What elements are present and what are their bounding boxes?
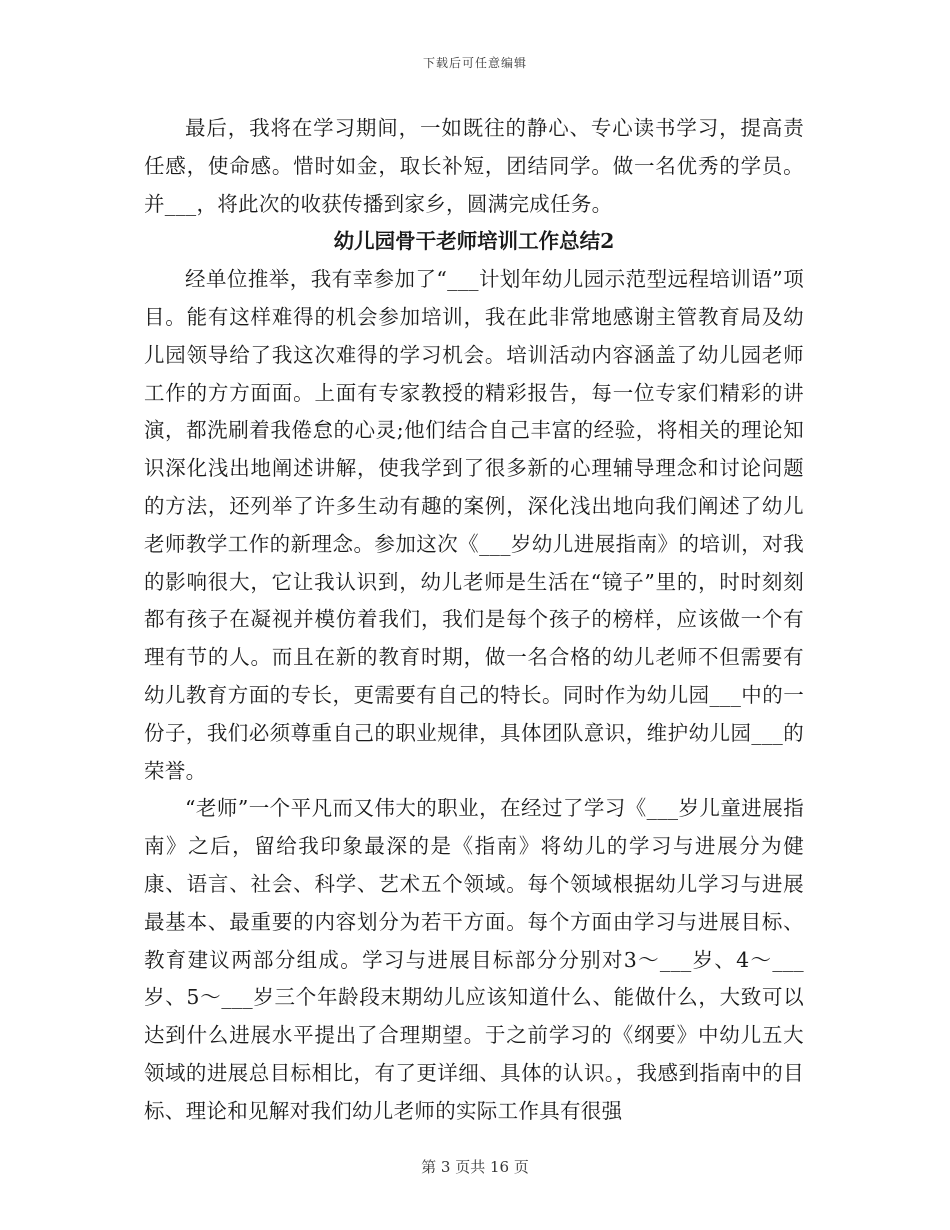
page-header: 下载后可任意编辑 [422,56,527,70]
document-body [144,110,804,1131]
section-title: 幼儿园骨干老师培训工作总结2 [333,229,615,254]
paragraph-guide: “老师”一个平凡而又伟大的职业，在经过了学习《___岁儿童进展指南》之后，留给我印象最深的是《指南》将幼儿的学习与进展分为健康、语言、社会、科学、艺术五个领域。每个领域根据幼儿学习与进展最基本、最重要的内容划分为若干方面。每个方面由学习与进展目标、教育建议两部分组成。学习与进展目标部分分别对3～___岁、4～___岁、5～___岁三个年龄段末期幼儿应该知道什么、能做什么，大致可以达到什么进展水平提出了合理期望。于之前学习的《纲要》中幼儿五大领域的进展总目标相比，有了更详细、具体的认识。，我感到指南中的目标、理论和见解对我们幼儿老师的实际工作具有很强 [144,796,804,1123]
paragraph-closing: 最后，我将在学习期间，一如既往的静心、专心读书学习，提高责任感，使命感。惜时如金，取长补短，团结同学。做一名优秀的学员。并___，将此次的收获传播到家乡，圆满完成任务。 [144,116,804,216]
page-number: 第 3 页共 16 页 [421,1158,529,1176]
paragraph-training: 经单位推举，我有幸参加了“___计划年幼儿园示范型远程培训语”项目。能有这样难得的机会参加培训，我在此非常地感谢主管教育局及幼儿园领导给了我这次难得的学习机会。培训活动内容涵盖了幼儿园老师工作的方方面面。上面有专家教授的精彩报告，每一位专家们精彩的讲演，都洗刷着我倦怠的心灵;他们结合自己丰富的经验，将相关的理论知识深化浅出地阐述讲解，使我学到了很多新的心理辅导理念和讨论问题的方法，还列举了许多生动有趣的案例，深化浅出地向我们阐述了幼儿老师教学工作的新理念。参加这次《___岁幼儿进展指南》的培训，对我的影响很大，它让我认识到，幼儿老师是生活在“镜子”里的，时时刻刻都有孩子在凝视并模仿着我们，我们是每个孩子的榜样，应该做一个有理有节的人。而且在新的教育时期，做一名合格的幼儿老师不但需要有幼儿教育方面的专长，更需要有自己的特长。同时作为幼儿园___中的一份子，我们必须尊重自己的职业规律，具体团队意识，维护幼儿园___的荣誉。 [144,267,804,783]
